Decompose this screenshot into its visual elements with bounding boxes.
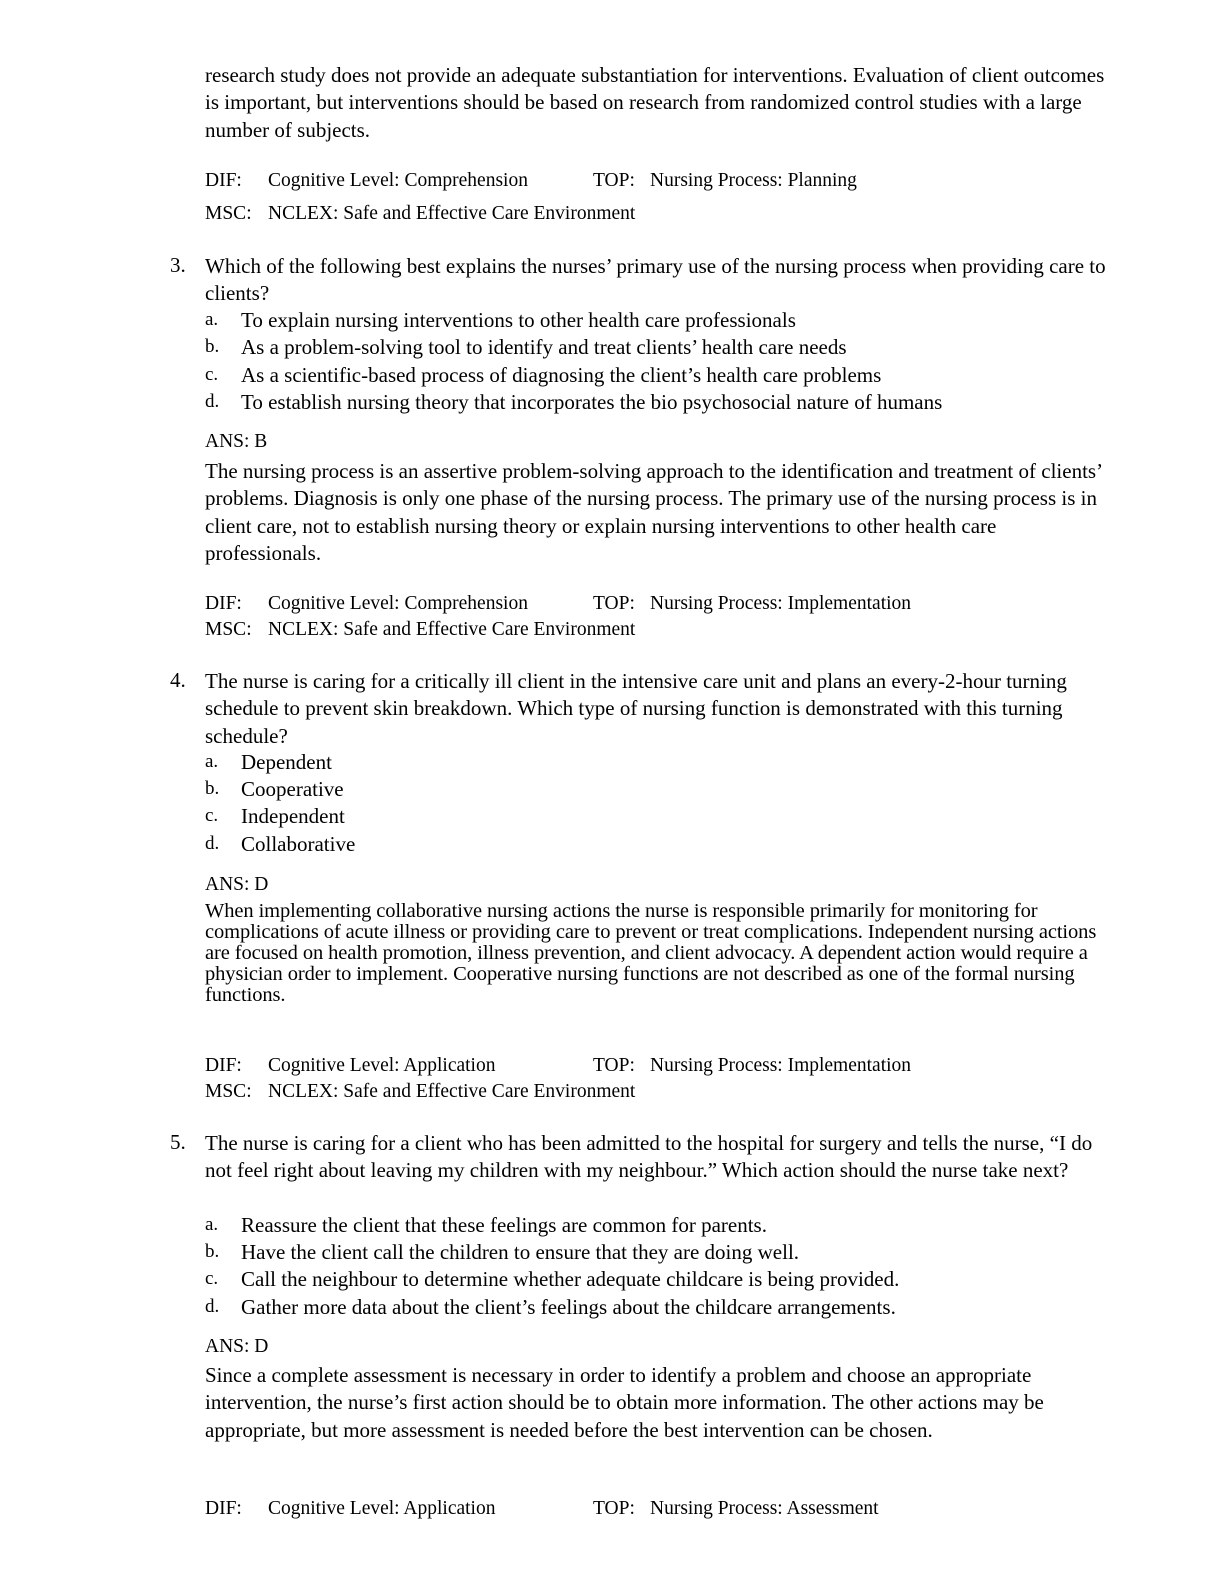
dif-label: DIF: xyxy=(205,1055,242,1076)
dif-value: Cognitive Level: Comprehension xyxy=(268,170,528,191)
answer-key: ANS: B xyxy=(205,431,268,452)
top-label: TOP: xyxy=(593,1055,635,1076)
msc-value: NCLEX: Safe and Effective Care Environment xyxy=(268,1081,636,1102)
answer-key: ANS: D xyxy=(205,874,269,895)
option-letter: c. xyxy=(205,1268,219,1289)
dif-value: Cognitive Level: Application xyxy=(268,1055,496,1076)
top-value: Nursing Process: Assessment xyxy=(650,1498,879,1519)
msc-label: MSC: xyxy=(205,619,252,640)
question-stem: Which of the following best explains the nurses’ primary use of the nursing process when providing care to clients? xyxy=(205,254,1106,306)
option-letter: c. xyxy=(205,805,219,826)
dif-label: DIF: xyxy=(205,1498,242,1519)
question-number: 4. xyxy=(170,668,186,692)
option-letter: a. xyxy=(205,751,219,772)
answer-rationale: When implementing collaborative nursing actions the nurse is responsible primarily for monitoring for complications of acute illness or providing care to prevent or treat complications. Independent nursing actions are focused on health promotion, illness prevention, and client advocacy. A dependent action would require a physician order to implement. Cooperative nursing functions are not described as one of the formal nursing functions. xyxy=(205,900,1097,1006)
top-value: Nursing Process: Implementation xyxy=(650,593,912,614)
option-letter: d. xyxy=(205,833,220,854)
dif-label: DIF: xyxy=(205,170,242,191)
option-letter: b. xyxy=(205,336,220,357)
dif-label: DIF: xyxy=(205,593,242,614)
option-text: Call the neighbour to determine whether adequate childcare is being provided. xyxy=(241,1267,900,1291)
msc-label: MSC: xyxy=(205,1081,252,1102)
msc-value: NCLEX: Safe and Effective Care Environment xyxy=(268,203,636,224)
top-label: TOP: xyxy=(593,593,635,614)
answer-rationale: The nursing process is an assertive problem-solving approach to the identification and treatment of clients’ problems. Diagnosis is only one phase of the nursing process. The primary use of the nursing process is in client care, not to establish nursing theory or explain nursing interventions to other health care professionals. xyxy=(205,459,1102,565)
option-text: Have the client call the children to ensure that they are doing well. xyxy=(241,1240,800,1264)
continued-rationale: research study does not provide an adequate substantiation for interventions. Evaluation of client outcomes is important, but interventions should be based on research from randomized control studies with a large number of subjects. xyxy=(205,63,1105,142)
option-text: Cooperative xyxy=(241,777,344,801)
dif-value: Cognitive Level: Application xyxy=(268,1498,496,1519)
option-letter: a. xyxy=(205,1214,219,1235)
top-label: TOP: xyxy=(593,170,635,191)
option-letter: a. xyxy=(205,309,219,330)
option-text: Dependent xyxy=(241,750,332,774)
msc-label: MSC: xyxy=(205,203,252,224)
top-value: Nursing Process: Implementation xyxy=(650,1055,912,1076)
question-stem: The nurse is caring for a critically ill client in the intensive care unit and plans an every-2-hour turning schedule to prevent skin breakdown. Which type of nursing function is demonstrated with this turning schedule? xyxy=(205,669,1067,748)
option-text: Reassure the client that these feelings are common for parents. xyxy=(241,1213,767,1237)
option-text: To explain nursing interventions to other health care professionals xyxy=(241,308,796,332)
option-text: Gather more data about the client’s feelings about the childcare arrangements. xyxy=(241,1295,896,1319)
dif-value: Cognitive Level: Comprehension xyxy=(268,593,528,614)
option-letter: d. xyxy=(205,391,220,412)
option-text: As a scientific-based process of diagnosing the client’s health care problems xyxy=(241,363,882,387)
option-letter: d. xyxy=(205,1296,220,1317)
option-letter: b. xyxy=(205,1241,220,1262)
question-number: 3. xyxy=(170,253,186,277)
answer-rationale: Since a complete assessment is necessary in order to identify a problem and choose an appropriate intervention, the nurse’s first action should be to obtain more information. The other actions may be appropriate, but more assessment is needed before the best intervention can be chosen. xyxy=(205,1363,1044,1442)
msc-value: NCLEX: Safe and Effective Care Environment xyxy=(268,619,636,640)
option-text: To establish nursing theory that incorporates the bio psychosocial nature of humans xyxy=(241,390,943,414)
option-letter: c. xyxy=(205,364,219,385)
question-stem: The nurse is caring for a client who has been admitted to the hospital for surgery and tells the nurse, “I do not feel right about leaving my children with my neighbour.” Which action should the nurse take next? xyxy=(205,1131,1093,1183)
top-label: TOP: xyxy=(593,1498,635,1519)
option-text: As a problem-solving tool to identify and treat clients’ health care needs xyxy=(241,335,847,359)
top-value: Nursing Process: Planning xyxy=(650,170,857,191)
option-letter: b. xyxy=(205,778,220,799)
option-text: Independent xyxy=(241,804,345,828)
option-text: Collaborative xyxy=(241,832,356,856)
answer-key: ANS: D xyxy=(205,1336,269,1357)
question-number: 5. xyxy=(170,1130,186,1154)
